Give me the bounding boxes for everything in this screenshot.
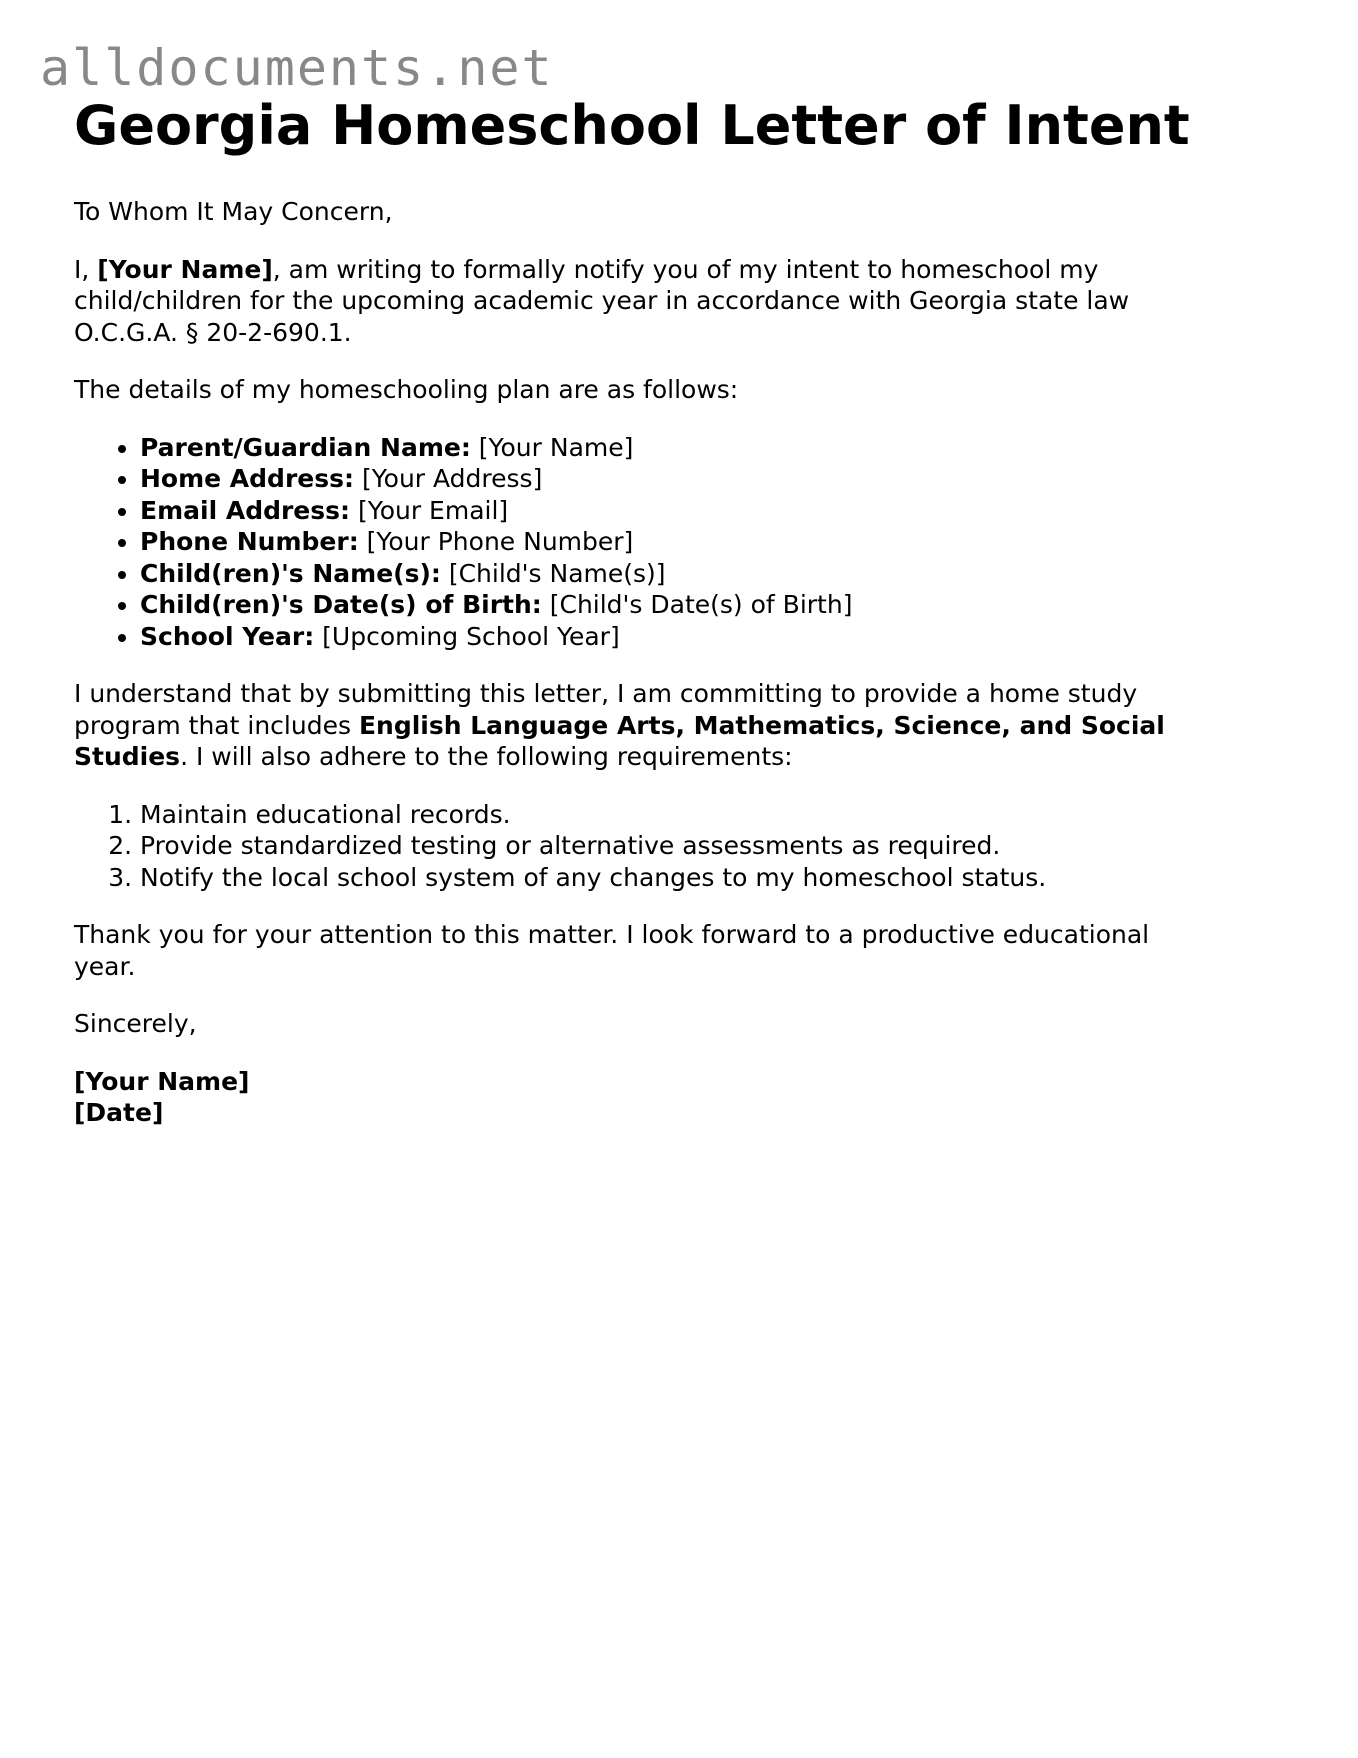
commitment-paragraph (74, 678, 1274, 773)
commitment-line-2-prefix: program that includes (74, 710, 359, 740)
detail-label: Home Address: (140, 464, 354, 493)
list-item: 1. Maintain educational records. (140, 799, 1274, 831)
detail-value: [Child's Name(s)] (448, 558, 666, 588)
closing-paragraph (74, 919, 1274, 982)
detail-value: [Your Address] (361, 464, 543, 493)
intro-line-2: child/children for the upcoming academic year in accordance with Georgia state law (74, 286, 1130, 315)
signature-date: [Date] (74, 1098, 164, 1127)
list-item (140, 526, 1274, 558)
closing-line-1: Thank you for your attention to this matter. I look forward to a productive educational (74, 920, 1150, 949)
detail-label: Phone Number: (140, 527, 359, 556)
signature-name: [Your Name] (74, 1066, 250, 1096)
detail-label: Email Address: (140, 495, 351, 525)
detail-label: School Year: (140, 621, 315, 651)
details-list (74, 432, 1274, 653)
list-item (140, 463, 1274, 495)
list-item (140, 558, 1274, 590)
detail-value: [Child's Date(s) of Birth] (549, 590, 853, 619)
requirements-list (74, 799, 1274, 894)
page-title: Georgia Homeschool Letter of Intent (74, 94, 1190, 157)
detail-value: [Your Email] (357, 495, 509, 525)
detail-value: [Upcoming School Year] (322, 621, 620, 651)
letter-body (74, 92, 1274, 1129)
list-item (140, 621, 1274, 653)
detail-value: [Your Name] (478, 432, 634, 462)
watermark: alldocuments.net (40, 39, 554, 97)
signature-block (74, 1066, 1274, 1129)
intro-name-placeholder: [Your Name] (97, 254, 273, 284)
commitment-line-3-suffix: . I will also adhere to the following requirements: (180, 742, 793, 771)
intro-line-3: O.C.G.A. § 20-2-690.1. (74, 317, 352, 347)
list-item (140, 495, 1274, 527)
detail-value: [Your Phone Number] (366, 527, 634, 556)
list-item: 3. Notify the local school system of any changes to my homeschool status. (140, 862, 1274, 894)
list-item (140, 589, 1274, 621)
list-item (140, 432, 1274, 464)
intro-prefix: I, (74, 254, 98, 284)
intro-paragraph (74, 254, 1274, 349)
subjects-line-3: Studies (74, 742, 181, 771)
details-intro: The details of my homeschooling plan are as follows: (74, 375, 739, 404)
signoff: Sincerely, (74, 1009, 197, 1038)
detail-label: Child(ren)'s Date(s) of Birth: (140, 590, 542, 619)
commitment-line-1: I understand that by submitting this letter, I am committing to provide a home study (74, 679, 1138, 708)
subjects-line-2: English Language Arts, Mathematics, Science, and Social (358, 710, 1165, 740)
salutation: To Whom It May Concern, (74, 197, 393, 226)
intro-line-1: , am writing to formally notify you of my intent to homeschool my (272, 254, 1099, 284)
list-item: 2. Provide standardized testing or alternative assessments as required. (140, 830, 1274, 862)
closing-line-2: year. (74, 951, 136, 981)
detail-label: Child(ren)'s Name(s): (140, 558, 441, 588)
detail-label: Parent/Guardian Name: (140, 432, 471, 462)
